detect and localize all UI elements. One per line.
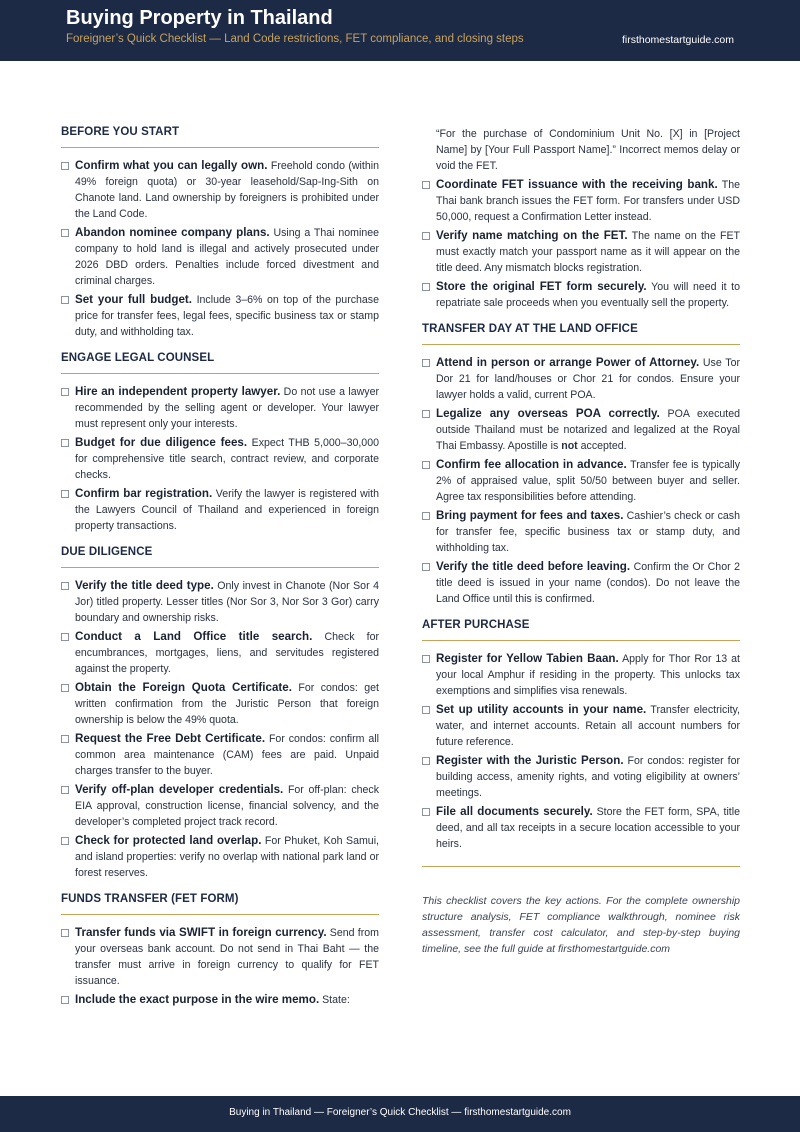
- wire-memo-continuation: “For the purchase of Condominium Unit No. [X] in [Project Name] by [Your Full Passport Name].” Incorrect memos delay or void the FET.: [436, 128, 740, 172]
- item-body: Confirm the Or Chor 2 title deed is issued in your name (condos). Do not leave the Land Office until this is confirmed.: [436, 561, 740, 605]
- page-footer: [0, 1096, 800, 1132]
- checkbox[interactable]: [61, 929, 69, 937]
- checkbox[interactable]: [422, 181, 430, 189]
- checklist-section: [422, 619, 740, 852]
- checklist-item: [61, 629, 379, 677]
- item-emphasis: not: [561, 440, 578, 452]
- item-body: For condos: confirm all common area maintenance (CAM) fees are paid. Unpaid charges transfer to the buyer.: [75, 733, 379, 777]
- checklist-item: [61, 158, 379, 222]
- item-lead: Conduct a Land Office title search.: [75, 630, 313, 643]
- checkbox[interactable]: [61, 296, 69, 304]
- item-body: For condos: get written confirmation from the Juristic Person that foreign ownership is below the 49% quota.: [75, 682, 379, 726]
- checkbox[interactable]: [422, 808, 430, 816]
- checklist-item: [61, 486, 379, 534]
- item-body: Using a Thai nominee company to hold land is illegal and actively prosecuted under 2026 DBD orders. Penalties include forced divestment and criminal charges.: [75, 227, 379, 287]
- item-body: Store the FET form, SPA, title deed, and all tax receipts in a secure location accessible to your heirs.: [436, 806, 740, 850]
- checkbox[interactable]: [61, 996, 69, 1004]
- checkbox[interactable]: [61, 684, 69, 692]
- checklist-section: [61, 893, 379, 1008]
- item-lead: Verify the title deed type.: [75, 579, 214, 592]
- checkbox[interactable]: [61, 388, 69, 396]
- checkbox[interactable]: [61, 786, 69, 794]
- item-lead: Check for protected land overlap.: [75, 834, 262, 847]
- checklist-item: [61, 782, 379, 830]
- item-lead: Register for Yellow Tabien Baan.: [436, 652, 619, 665]
- section-title: TRANSFER DAY AT THE LAND OFFICE: [422, 323, 740, 345]
- checklist-section: [61, 546, 379, 881]
- checklist-item: [422, 753, 740, 801]
- fet-continued-items: [422, 177, 740, 311]
- checklist-item: [61, 992, 379, 1008]
- item-body: Include 3–6% on top of the purchase price for transfer fees, legal fees, specific business tax or stamp duty, and withholding tax.: [75, 294, 379, 338]
- checkbox[interactable]: [61, 439, 69, 447]
- item-lead: Transfer funds via SWIFT in foreign currency.: [75, 926, 327, 939]
- item-body: Check for encumbrances, mortgages, liens, and servitudes registered against the property.: [75, 631, 379, 675]
- item-lead: Confirm bar registration.: [75, 487, 213, 500]
- item-lead: Include the exact purpose in the wire memo.: [75, 993, 320, 1006]
- checkbox[interactable]: [61, 490, 69, 498]
- item-lead: Legalize any overseas POA correctly.: [436, 407, 660, 420]
- checklist-item: [422, 651, 740, 699]
- checklist-section: [61, 352, 379, 534]
- item-body: Use Tor Dor 21 for land/houses or Chor 21 for condos. Ensure your lawyer holds a valid, current POA.: [436, 357, 740, 401]
- checklist-item: [422, 702, 740, 750]
- section-title: FUNDS TRANSFER (FET FORM): [61, 893, 379, 915]
- right-sections: [422, 323, 740, 852]
- section-title: BEFORE YOU START: [61, 126, 379, 148]
- checkbox[interactable]: [61, 162, 69, 170]
- checklist-item: [422, 406, 740, 454]
- checklist-item: [61, 578, 379, 626]
- item-lead: File all documents securely.: [436, 805, 593, 818]
- page-title: Buying Property in Thailand: [66, 7, 333, 29]
- item-body: Verify the lawyer is registered with the Lawyers Council of Thailand and experienced in foreign property transactions.: [75, 488, 380, 532]
- checklist-item: [61, 925, 379, 989]
- checkbox[interactable]: [61, 229, 69, 237]
- checklist-item: [61, 225, 379, 289]
- checkbox[interactable]: [422, 461, 430, 469]
- checklist-item: [61, 384, 379, 432]
- footnote: This checklist covers the key actions. For the complete ownership structure analysis, FET compliance walkthrough, nominee risk assessment, transfer cost calculator, and step-by-step buying timeline, see the full guide at firsthomestartguide.com: [422, 895, 740, 955]
- item-body: State:: [319, 994, 350, 1006]
- checklist-item: [422, 559, 740, 607]
- section-title: AFTER PURCHASE: [422, 619, 740, 641]
- checkbox[interactable]: [422, 359, 430, 367]
- item-body: The name on the FET must exactly match your passport name as it will appear on the title deed. Any mismatch blocks registration.: [436, 230, 740, 274]
- checklist-item: [422, 457, 740, 505]
- item-body: For condos: register for building access, amenity rights, and voting eligibility at owners’ meetings.: [436, 755, 740, 799]
- item-lead: Attend in person or arrange Power of Attorney.: [436, 356, 700, 369]
- item-lead: Budget for due diligence fees.: [75, 436, 248, 449]
- page-header: [0, 0, 800, 61]
- item-body: Apply for Thor Ror 13 at your local Amphur if residing in the property. This unlocks tax exemptions and simplifies visa renewals.: [436, 653, 740, 697]
- item-lead: Set your full budget.: [75, 293, 192, 306]
- checkbox[interactable]: [422, 410, 430, 418]
- checklist-item: [61, 731, 379, 779]
- checklist-item: [422, 508, 740, 556]
- item-body: Freehold condo (within 49% foreign quota) or 30-year leasehold/Sap-Ing-Sith on Chanote land. Land ownership by foreigners is prohibited under the Land Code.: [75, 160, 379, 220]
- item-lead: Set up utility accounts in your name.: [436, 703, 647, 716]
- item-lead: Store the original FET form securely.: [436, 280, 647, 293]
- checklist-item: [422, 279, 740, 311]
- checkbox[interactable]: [422, 283, 430, 291]
- checkbox[interactable]: [422, 655, 430, 663]
- item-body: For off-plan: check EIA approval, construction license, financial solvency, and the developer’s completed project track record.: [75, 784, 379, 828]
- item-body: Cashier’s check or cash for transfer fee, specific business tax or stamp duty, and withholding tax.: [436, 510, 740, 554]
- checkbox[interactable]: [422, 512, 430, 520]
- footnote-divider: [422, 866, 740, 867]
- checkbox[interactable]: [422, 563, 430, 571]
- item-body: Transfer fee is typically 2% of appraised value, split 50/50 between buyer and seller. Agree tax responsibilities before attending.: [436, 459, 740, 503]
- item-body: Only invest in Chanote (Nor Sor 4 Jor) titled property. Lesser titles (Nor Sor 3, Nor Sor 3 Gor) carry boundary and ownership risks.: [75, 580, 379, 624]
- item-lead: Abandon nominee company plans.: [75, 226, 270, 239]
- checkbox[interactable]: [61, 633, 69, 641]
- item-lead: Hire an independent property lawyer.: [75, 385, 281, 398]
- checkbox[interactable]: [61, 837, 69, 845]
- checklist-item: [61, 292, 379, 340]
- item-lead: Confirm what you can legally own.: [75, 159, 268, 172]
- section-title: ENGAGE LEGAL COUNSEL: [61, 352, 379, 374]
- item-lead: Verify off-plan developer credentials.: [75, 783, 284, 796]
- item-body: POA executed outside Thailand must be notarized and legalized at the Royal Thai Embassy. Apostille is: [436, 408, 740, 452]
- item-lead: Coordinate FET issuance with the receiving bank.: [436, 178, 718, 191]
- item-lead: Verify the title deed before leaving.: [436, 560, 631, 573]
- item-lead: Confirm fee allocation in advance.: [436, 458, 627, 471]
- right-column: [422, 126, 740, 957]
- checklist-item: [422, 228, 740, 276]
- item-body: Transfer electricity, water, and internet accounts. Retain all account numbers for future reference.: [436, 704, 740, 748]
- footer-text: Buying in Thailand — Foreigner’s Quick Checklist — firsthomestartguide.com: [229, 1107, 571, 1118]
- checkbox[interactable]: [422, 706, 430, 714]
- checklist-item: [422, 355, 740, 403]
- checkbox[interactable]: [61, 735, 69, 743]
- item-lead: Register with the Juristic Person.: [436, 754, 624, 767]
- checkbox[interactable]: [422, 757, 430, 765]
- checkbox[interactable]: [422, 232, 430, 240]
- checklist-item: [61, 435, 379, 483]
- item-body: Send from your overseas bank account. Do not send in Thai Baht — the transfer must arrive in foreign currency to qualify for FET issuance.: [75, 927, 379, 987]
- checklist-section: [422, 323, 740, 607]
- item-body: You will need it to repatriate sale proceeds when you eventually sell the property.: [436, 281, 741, 309]
- item-lead: Verify name matching on the FET.: [436, 229, 628, 242]
- item-lead: Request the Free Debt Certificate.: [75, 732, 266, 745]
- item-body: The Thai bank branch issues the FET form. For transfers under USD 50,000, request a Confirmation Letter instead.: [436, 179, 740, 223]
- item-lead: Obtain the Foreign Quota Certificate.: [75, 681, 292, 694]
- checklist-item: [422, 177, 740, 225]
- item-tail: accepted.: [577, 440, 627, 452]
- page-subtitle: Foreigner’s Quick Checklist — Land Code restrictions, FET compliance, and closing steps: [66, 33, 524, 45]
- left-column: [61, 126, 379, 1020]
- item-body: For Phuket, Koh Samui, and island properties: verify no overlap with national park land or forest reserves.: [75, 835, 379, 879]
- checklist-section: [61, 126, 379, 340]
- item-body: Do not use a lawyer recommended by the selling agent or developer. Your lawyer must represent only your interests.: [75, 386, 379, 430]
- site-url: firsthomestartguide.com: [621, 34, 734, 46]
- item-lead: Bring payment for fees and taxes.: [436, 509, 624, 522]
- checkbox[interactable]: [61, 582, 69, 590]
- checklist-item: [61, 680, 379, 728]
- checklist-item: [422, 804, 740, 852]
- item-body: Expect THB 5,000–30,000 for comprehensive title search, contract review, and corporate checks.: [75, 437, 379, 481]
- section-title: DUE DILIGENCE: [61, 546, 379, 568]
- checklist-item: [61, 833, 379, 881]
